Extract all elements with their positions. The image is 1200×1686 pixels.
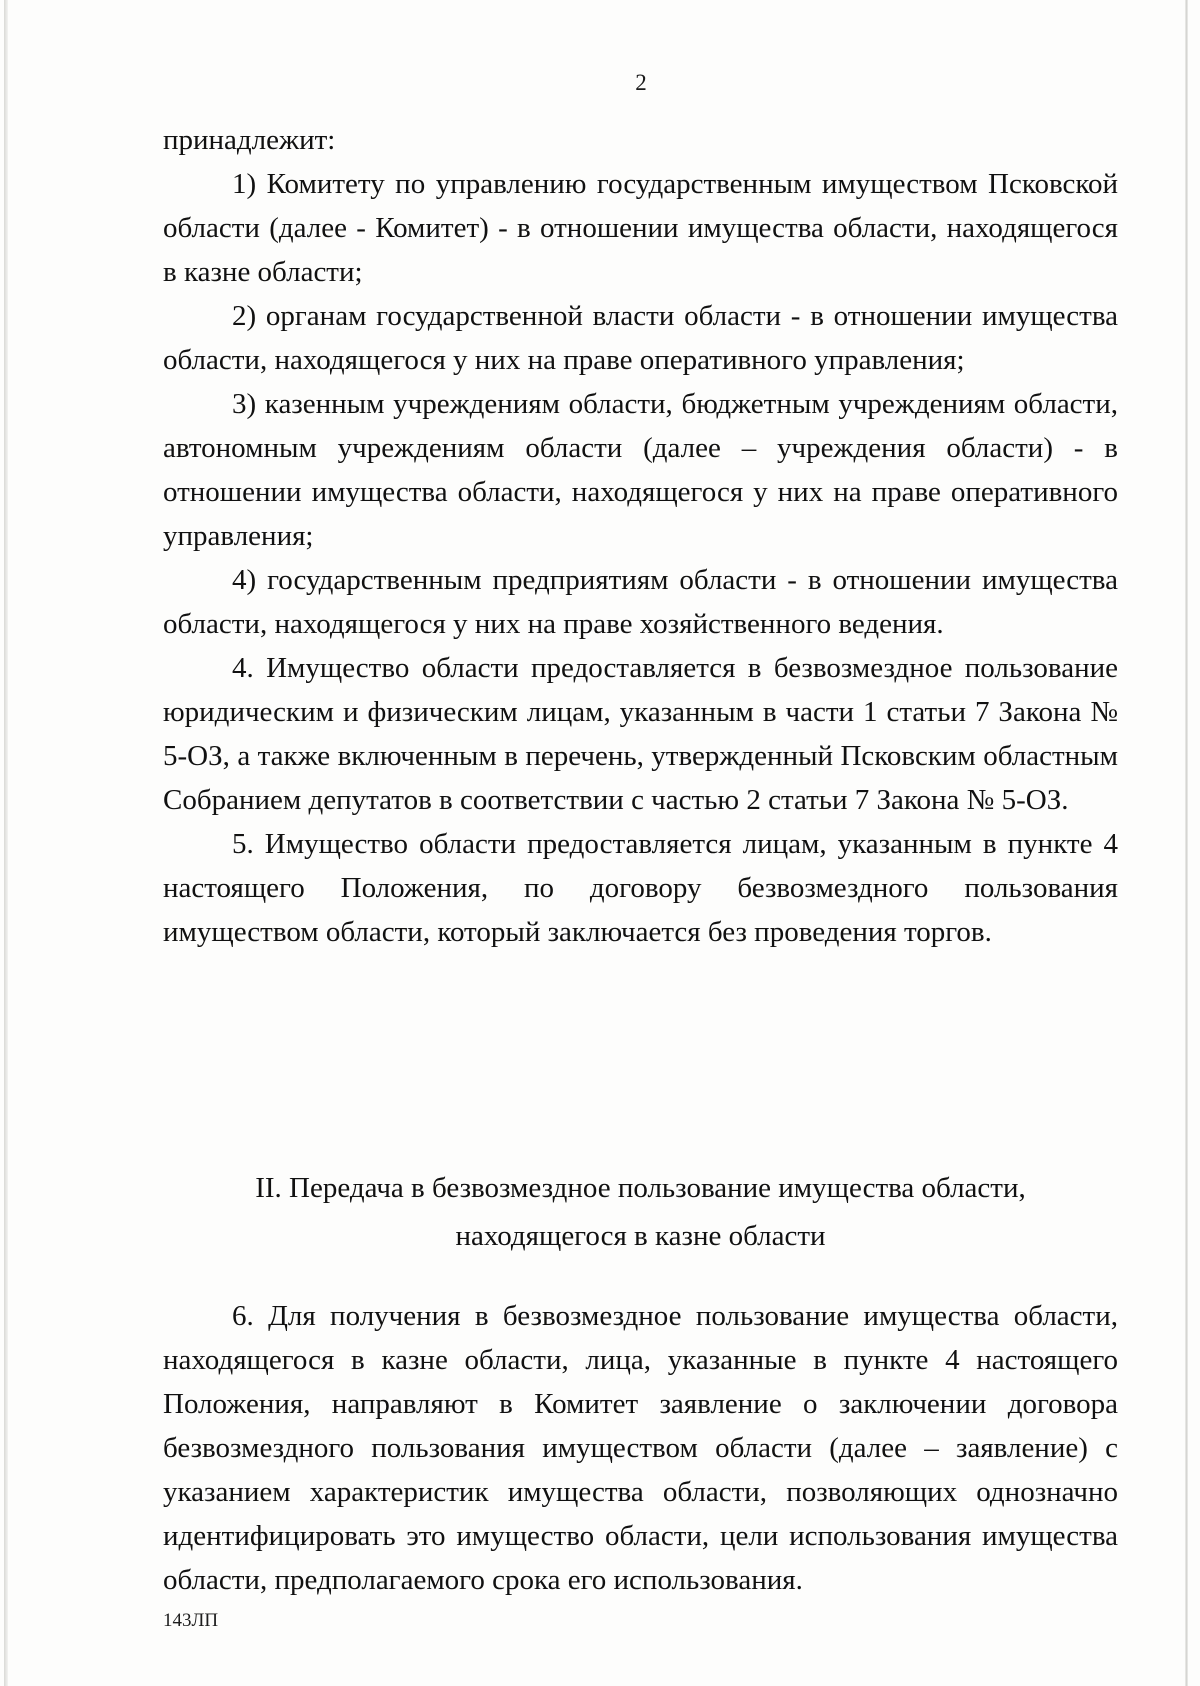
- scan-right-edge: [1185, 0, 1188, 1686]
- paragraph-item-4: 4) государственным предприятиям области - в отношении имущества области, находящегося у них на праве хозяйственного ведения.: [163, 564, 1118, 640]
- section-heading-line-1: II. Передача в безвозмездное пользование имущества области,: [255, 1172, 1026, 1204]
- body-text-lower: [163, 1294, 1118, 1602]
- document-code: 143ЛП: [163, 1610, 219, 1631]
- section-heading: [163, 1164, 1118, 1260]
- paragraph-point-5: 5. Имущество области предоставляется лицам, указанным в пункте 4 настоящего Положения, по договору безвозмездного пользования имуществом области, который заключается без проведения торгов.: [163, 828, 1118, 948]
- body-text-upper: [163, 118, 1118, 954]
- paragraph-item-2: 2) органам государственной власти области - в отношении имущества области, находящегося у них на праве оперативного управления;: [163, 300, 1118, 376]
- scan-left-edge: [4, 0, 8, 1686]
- paragraph-point-6: 6. Для получения в безвозмездное пользование имущества области, находящегося в казне области, лица, указанные в пункте 4 настоящего Положения, направляют в Комитет заявление о заключении договора безвозмездного пользования имуществом области (далее – заявление) с указанием характеристик имущества области, позволяющих однозначно идентифицировать это имущество области, цели использования имущества области, предполагаемого срока его использования.: [163, 1300, 1118, 1596]
- paragraph-point-4: 4. Имущество области предоставляется в безвозмездное пользование юридическим и физическим лицам, указанным в части 1 статьи 7 Закона № 5-ОЗ, а также включенным в перечень, утвержденный Псковским областным Собранием депутатов в соответствии с частью 2 статьи 7 Закона № 5-ОЗ.: [163, 652, 1118, 816]
- page-number: 2: [635, 70, 647, 95]
- paragraph-item-3: 3) казенным учреждениям области, бюджетным учреждениям области, автономным учреждениям области (далее – учреждения области) - в отношении имущества области, находящегося у них на праве оперативного управления;: [163, 388, 1118, 552]
- paragraph-item-1: 1) Комитету по управлению государственным имуществом Псковской области (далее - Комитет) - в отношении имущества области, находящегося в казне области;: [163, 168, 1118, 288]
- section-heading-line-2: находящегося в казне области: [455, 1220, 826, 1252]
- opening-text: принадлежит:: [163, 124, 336, 156]
